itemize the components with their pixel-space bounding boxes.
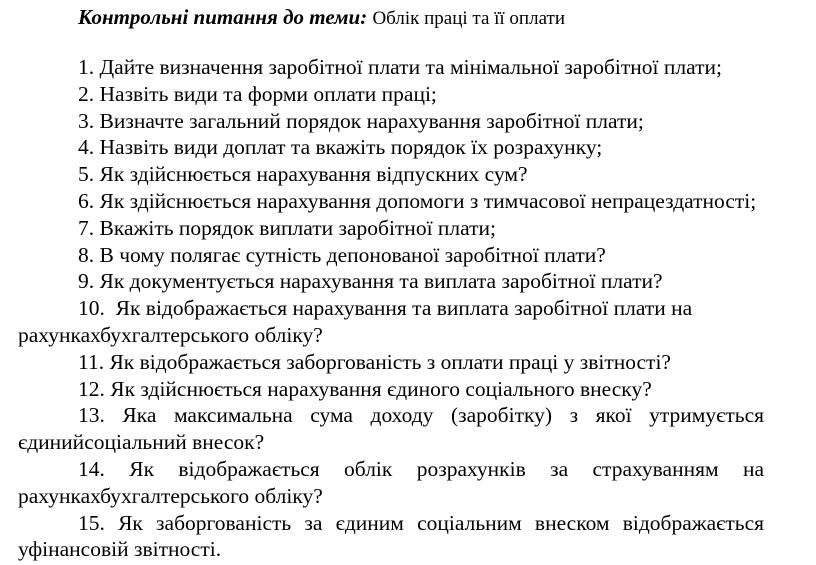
- question-number: 9.: [78, 269, 95, 294]
- question-number: 10.: [78, 296, 105, 321]
- question-text-continued: уфінансовій звітності.: [18, 537, 222, 562]
- question-text: Як відображається заборгованість з оплати праці у звітності?: [109, 349, 671, 374]
- question-item: [0, 188, 816, 215]
- question-number: 8.: [78, 242, 95, 267]
- question-text: Як здійснюється нарахування відпускних сум?: [99, 162, 528, 187]
- question-number: 6.: [78, 188, 95, 213]
- question-item: [0, 54, 816, 81]
- question-item: [0, 242, 816, 269]
- heading-label: Контрольні питання до теми:: [78, 5, 368, 29]
- question-text: Як здійснюється нарахування єдиного соціального внеску?: [110, 376, 652, 401]
- question-item: [0, 215, 816, 242]
- question-text: Як документується нарахування та виплата заробітної плати?: [99, 269, 663, 294]
- heading-topic: Облік праці та її оплати: [372, 8, 565, 29]
- question-item: [0, 456, 816, 510]
- question-number: 3.: [78, 108, 95, 133]
- question-text: Визначте загальний порядок нарахування заробітної плати;: [99, 108, 644, 133]
- question-item: [0, 161, 816, 188]
- question-number: 4.: [78, 135, 95, 160]
- question-text: Дайте визначення заробітної плати та мінімальної заробітної плати;: [99, 55, 722, 79]
- question-text-continued: рахункахбухгалтерського обліку?: [18, 322, 323, 347]
- section-heading: [78, 4, 565, 32]
- question-item: [0, 268, 816, 295]
- question-item: [0, 402, 816, 456]
- question-item: [0, 295, 816, 349]
- question-number: 12.: [78, 376, 105, 401]
- question-text: Вкажіть порядок виплати заробітної плати;: [99, 215, 497, 240]
- question-text-continued: рахункахбухгалтерського обліку?: [18, 483, 323, 508]
- question-text: В чому полягає сутність депонованої заробітної плати?: [99, 242, 606, 267]
- question-number: 14.: [78, 456, 105, 481]
- question-item: [0, 134, 816, 161]
- question-number: 11.: [78, 349, 105, 374]
- question-number: 15.: [78, 510, 105, 535]
- question-text: Назвіть види доплат та вкажіть порядок їх розрахунку;: [99, 135, 603, 160]
- question-text: Як заборгованість за єдиним соціальним внеском відображається: [118, 510, 765, 535]
- question-number: 13.: [78, 403, 105, 428]
- question-text: Яка максимальна сума доходу (заробітку) з якої утримується: [122, 403, 764, 428]
- question-number: 1.: [78, 55, 95, 79]
- question-number: 2.: [78, 81, 95, 106]
- question-item: [0, 376, 816, 403]
- question-item: [0, 349, 816, 376]
- question-number: 5.: [78, 162, 95, 187]
- question-text: Як відображається облік розрахунків за страхуванням на: [129, 456, 764, 481]
- question-text: Як здійснюється нарахування допомоги з тимчасової непрацездатності;: [99, 188, 757, 213]
- question-item: [0, 81, 816, 108]
- question-text: Як відображається нарахування та виплата заробітної плати на: [115, 296, 693, 321]
- question-number: 7.: [78, 215, 95, 240]
- question-text-continued: єдинийсоціальний внесок?: [18, 430, 265, 455]
- question-item: [0, 108, 816, 135]
- question-text: Назвіть види та форми оплати праці;: [99, 81, 437, 106]
- questions-list: [0, 54, 816, 563]
- question-item: [0, 510, 816, 564]
